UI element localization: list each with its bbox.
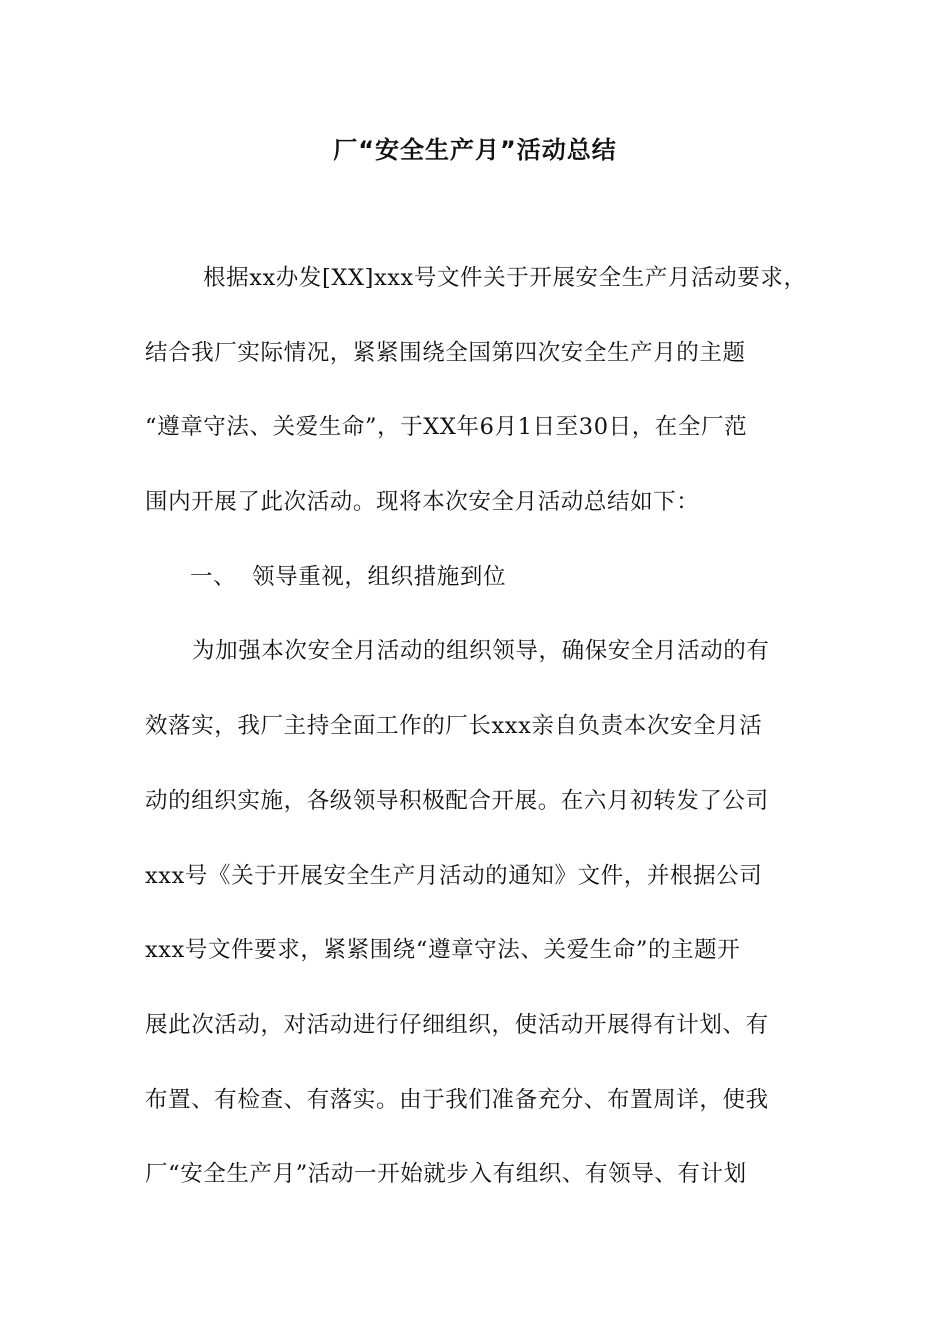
paragraph-line: 结合我厂实际情况，紧紧围绕全国第四次安全生产月的主题	[145, 339, 746, 366]
document-body	[145, 258, 810, 1229]
paragraph-line: 为加强本次安全月活动的组织领导，确保安全月活动的有	[192, 638, 770, 665]
paragraph-line: 展此次活动，对活动进行仔细组织，使活动开展得有计划、有	[145, 1011, 769, 1038]
paragraph-line: 厂“安全生产月”活动一开始就步入有组织、有领导、有计划	[145, 1161, 747, 1188]
section-heading	[145, 557, 810, 632]
paragraph-line: 动的组织实施，各级领导积极配合开展。在六月初转发了公司	[145, 787, 769, 814]
paragraph-line: 根据xx办发[XX]xxx号文件关于开展安全生产月活动要求，	[203, 265, 807, 291]
paragraph-line: 布置、有检查、有落实。由于我们准备充分、布置周详，使我	[145, 1086, 769, 1113]
paragraph-line: 围内开展了此次活动。现将本次安全月活动总结如下：	[145, 489, 700, 516]
paragraph-line: xxx号文件要求，紧紧围绕“遵章守法、关爱生命”的主题开	[145, 937, 741, 964]
paragraph-line: “遵章守法、关爱生命”，于XX年6月1日至30日，在全厂范	[145, 414, 748, 441]
section-heading-text: 领导重视，组织措施到位	[252, 563, 507, 590]
document-title: 厂“安全生产月”活动总结	[333, 136, 617, 164]
section-heading-number: 一、	[190, 563, 237, 590]
paragraph-line: xxx号《关于开展安全生产月活动的通知》文件，并根据公司	[145, 862, 763, 889]
paragraph-line: 效落实，我厂主持全面工作的厂长xxx亲自负责本次安全月活	[145, 713, 763, 740]
